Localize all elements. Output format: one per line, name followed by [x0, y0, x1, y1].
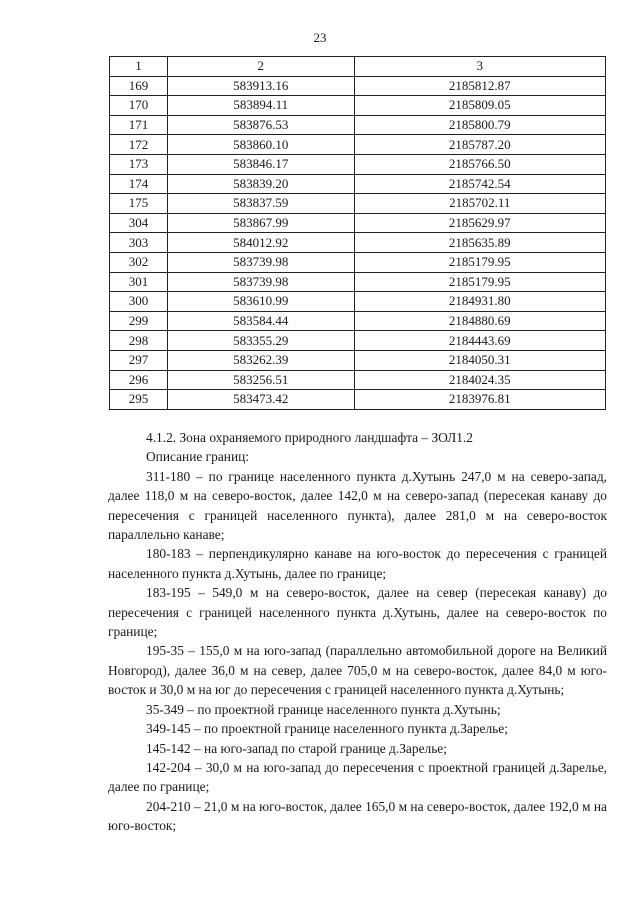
cell-point: 302: [110, 252, 168, 272]
cell-point: 171: [110, 115, 168, 135]
cell-y: 2185766.50: [354, 154, 605, 174]
column-header-point: 1: [110, 57, 168, 77]
table-row: [110, 213, 606, 233]
cell-point: 175: [110, 194, 168, 214]
table-body: [110, 76, 606, 409]
table-row: [110, 272, 606, 292]
cell-y: 2185742.54: [354, 174, 605, 194]
section-heading: 4.1.2. Зона охраняемого природного ландшафта – ЗОЛ1.2: [146, 430, 473, 445]
table-row: [110, 135, 606, 155]
cell-x: 583894.11: [167, 96, 354, 116]
cell-x: 583839.20: [167, 174, 354, 194]
table-row: [110, 96, 606, 116]
cell-x: 583739.98: [167, 252, 354, 272]
table-row: [110, 390, 606, 410]
table-row: [110, 154, 606, 174]
cell-point: 296: [110, 370, 168, 390]
cell-point: 172: [110, 135, 168, 155]
cell-y: 2185179.95: [354, 272, 605, 292]
cell-point: 304: [110, 213, 168, 233]
cell-point: 295: [110, 390, 168, 410]
table-row: [110, 331, 606, 351]
cell-y: 2185812.87: [354, 76, 605, 96]
table-row: [110, 350, 606, 370]
cell-x: 583355.29: [167, 331, 354, 351]
paragraph: 180-183 – перпендикулярно канаве на юго-восток до пересечения с границей населенного пункта д.Хутынь, далее по границе;: [108, 546, 607, 581]
cell-point: 298: [110, 331, 168, 351]
cell-point: 170: [110, 96, 168, 116]
paragraph: 195-35 – 155,0 м на юго-запад (параллельно автомобильной дороге на Великий Новгород), далее 36,0 м на север, далее 705,0 м на северо-восток, далее 84,0 м юго-восток и 30,0 м на юг до пересечения с границей населенного пункта д.Хутынь;: [108, 643, 607, 698]
cell-x: 583584.44: [167, 311, 354, 331]
page-number: 23: [313, 30, 327, 45]
table-row: [110, 311, 606, 331]
cell-y: 2185629.97: [354, 213, 605, 233]
paragraph: 145-142 – на юго-запад по старой границе д.Зарелье;: [146, 740, 447, 756]
cell-y: 2185809.05: [354, 96, 605, 116]
cell-point: 169: [110, 76, 168, 96]
cell-x: 583256.51: [167, 370, 354, 390]
cell-point: 299: [110, 311, 168, 331]
column-header-y: 3: [354, 57, 605, 77]
table-row: [110, 233, 606, 253]
cell-y: 2184880.69: [354, 311, 605, 331]
table-row: [110, 76, 606, 96]
table-row: [110, 174, 606, 194]
cell-y: 2185702.11: [354, 194, 605, 214]
table-header-row: [110, 57, 606, 77]
cell-x: 583876.53: [167, 115, 354, 135]
cell-x: 583739.98: [167, 272, 354, 292]
cell-y: 2184443.69: [354, 331, 605, 351]
table-row: [110, 115, 606, 135]
cell-point: 174: [110, 174, 168, 194]
column-header-x: 2: [167, 57, 354, 77]
table-row: [110, 370, 606, 390]
cell-y: 2184931.80: [354, 292, 605, 312]
table-row: [110, 292, 606, 312]
cell-y: 2183976.81: [354, 390, 605, 410]
cell-point: 301: [110, 272, 168, 292]
paragraph: 183-195 – 549,0 м на северо-восток, далее на север (пересекая канаву) до пересечения с границей населенного пункта д.Хутынь, далее на северо-восток по границе;: [108, 585, 607, 640]
cell-y: 2185787.20: [354, 135, 605, 155]
cell-x: 583837.59: [167, 194, 354, 214]
cell-y: 2184050.31: [354, 350, 605, 370]
subheading: Описание границ:: [146, 449, 250, 465]
cell-x: 583860.10: [167, 135, 354, 155]
paragraph: 35-349 – по проектной границе населенного пункта д.Хутынь;: [146, 701, 501, 717]
paragraph: 349-145 – по проектной границе населенного пункта д.Зарелье;: [146, 721, 508, 737]
cell-y: 2185179.95: [354, 252, 605, 272]
cell-x: 583610.99: [167, 292, 354, 312]
cell-x: 584012.92: [167, 233, 354, 253]
cell-x: 583473.42: [167, 390, 354, 410]
cell-x: 583846.17: [167, 154, 354, 174]
cell-x: 583262.39: [167, 350, 354, 370]
cell-y: 2185800.79: [354, 115, 605, 135]
coordinates-table: [109, 56, 606, 410]
table-row: [110, 194, 606, 214]
cell-point: 297: [110, 350, 168, 370]
table-row: [110, 252, 606, 272]
cell-point: 303: [110, 233, 168, 253]
boundary-description: [108, 428, 607, 836]
paragraph: 311-180 – по границе населенного пункта д.Хутынь 247,0 м на северо-запад, далее 118,0 м на северо-восток, далее 142,0 м на северо-запад (пересекая канаву до пересечения с границей населенного пункта), далее 281,0 м на северо-восток параллельно канаве;: [108, 468, 607, 543]
paragraph: 204-210 – 21,0 м на юго-восток, далее 165,0 м на северо-восток, далее 192,0 м на юго-восток;: [108, 798, 607, 834]
cell-x: 583867.99: [167, 213, 354, 233]
cell-point: 173: [110, 154, 168, 174]
cell-y: 2185635.89: [354, 233, 605, 253]
cell-x: 583913.16: [167, 76, 354, 96]
paragraph: 142-204 – 30,0 м на юго-запад до пересечения с проектной границей д.Зарелье, далее по границе;: [108, 759, 607, 795]
cell-point: 300: [110, 292, 168, 312]
cell-y: 2184024.35: [354, 370, 605, 390]
